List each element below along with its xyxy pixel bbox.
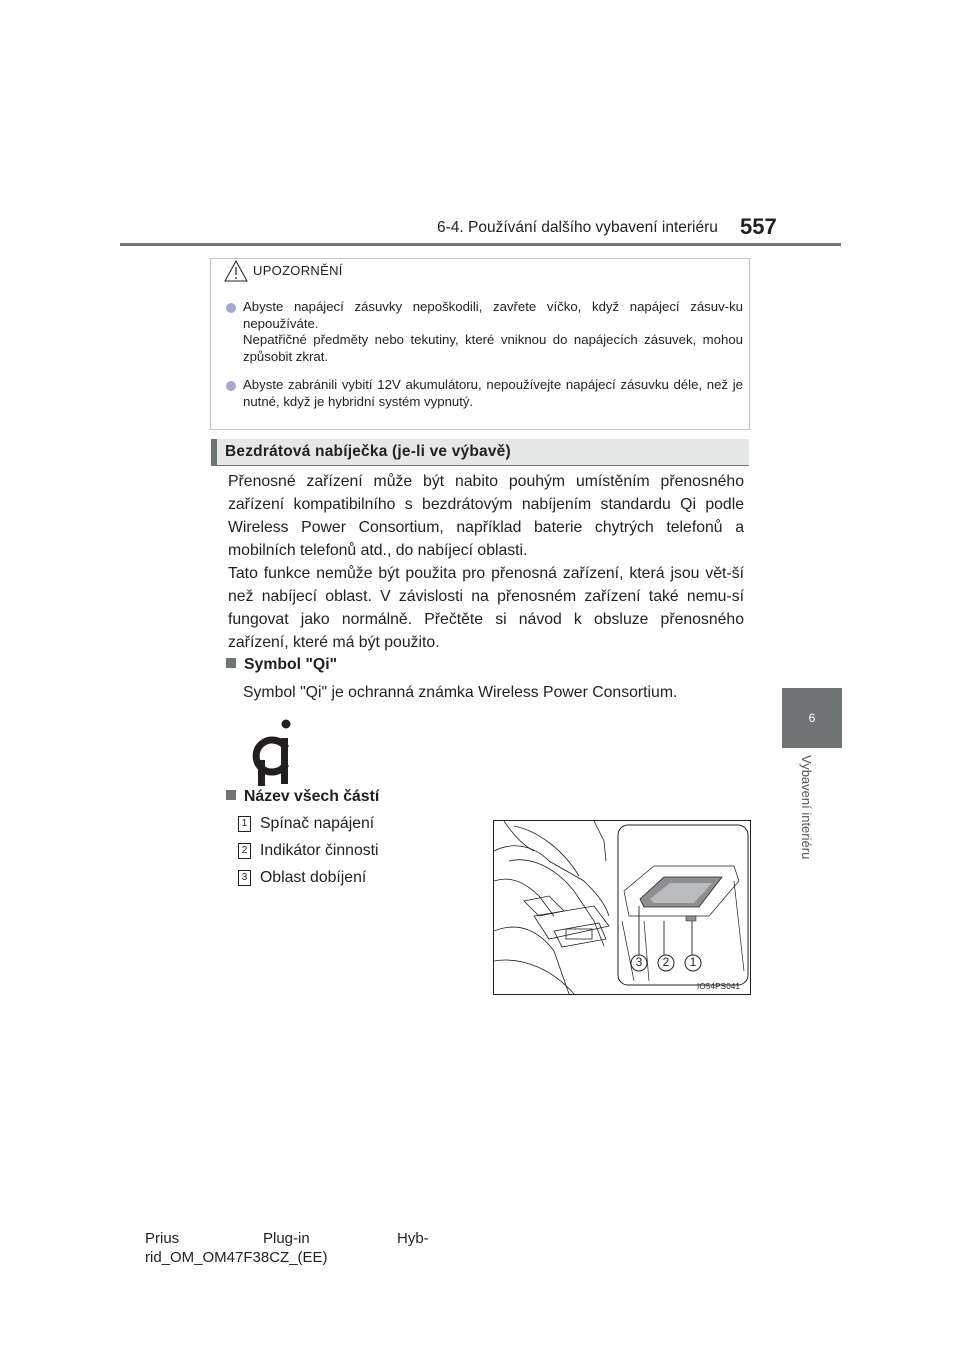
chapter-label-text: Vybavení interiéru bbox=[799, 755, 814, 860]
callout-number: 3 bbox=[635, 955, 643, 969]
section-heading-text: Bezdrátová nabíječka (je-li ve výbavě) bbox=[225, 443, 511, 460]
qi-logo-icon bbox=[248, 718, 296, 788]
callout-number: 1 bbox=[689, 955, 697, 969]
part-label: Indikátor činnosti bbox=[260, 842, 379, 859]
warning-icon bbox=[224, 260, 248, 282]
part-number: 1 bbox=[238, 816, 251, 832]
paragraph: Přenosné zařízení může být nabito pouhým umístěním přenosného zařízení kompatibilního s bezdrátovým nabíjením standardu Qi podle Wireless Power Consortium, například baterie chytrých telefonů a mobilních telefonů atd., do nabíjecí oblasti. bbox=[228, 473, 744, 559]
caution-title: UPOZORNĚNÍ bbox=[253, 263, 343, 278]
caution-item bbox=[213, 377, 743, 410]
footer-variant: Plug-in bbox=[263, 1230, 310, 1247]
bullet-icon bbox=[226, 303, 236, 313]
square-bullet-icon bbox=[226, 658, 236, 668]
subheading-symbol-text: Symbol "Qi" bbox=[244, 656, 338, 673]
square-bullet-icon bbox=[226, 790, 236, 800]
caution-item-text: Abyste zabránili vybití 12V akumulátoru, nepoužívejte napájecí zásuvku déle, než je nutné, když je hybridní systém vypnutý. bbox=[243, 377, 743, 409]
subheading-parts-text: Název všech částí bbox=[244, 788, 380, 805]
chapter-number: 6 bbox=[808, 711, 816, 725]
illustration-code: IO54PS041 bbox=[697, 982, 741, 991]
part-number: 2 bbox=[238, 843, 251, 859]
section-title: 6-4. Používání dalšího vybavení interiéru bbox=[437, 219, 718, 236]
chapter-tab bbox=[782, 688, 842, 748]
header-divider bbox=[120, 243, 841, 246]
chapter-label bbox=[800, 755, 814, 875]
footer-model: Prius bbox=[145, 1230, 180, 1247]
part-number: 3 bbox=[238, 870, 251, 886]
callout-number: 2 bbox=[662, 955, 670, 969]
console-drawing bbox=[494, 821, 750, 994]
footer bbox=[145, 1229, 445, 1267]
subheading-parts bbox=[226, 788, 379, 806]
caution-item-text: Abyste napájecí zásuvky nepoškodili, zavřete víčko, když napájecí zásuv-ku nepoužíváte. Nepatřičné předměty nebo tekutiny, které vniknou do napájecích zásuvek, mohou způsobit zkrat. bbox=[243, 299, 743, 364]
footer-hyb: Hyb- bbox=[397, 1230, 429, 1247]
charger-illustration bbox=[493, 820, 751, 995]
subheading-symbol bbox=[226, 656, 337, 674]
part-label: Spínač napájení bbox=[260, 815, 375, 832]
section-heading-bar bbox=[211, 439, 217, 466]
part-label: Oblast dobíjení bbox=[260, 869, 367, 886]
caution-item bbox=[213, 299, 743, 365]
footer-doc-code: rid_OM_OM47F38CZ_(EE) bbox=[145, 1249, 328, 1266]
symbol-description: Symbol "Qi" je ochranná známka Wireless Power Consortium. bbox=[243, 684, 678, 701]
bullet-icon bbox=[226, 381, 236, 391]
paragraph: Tato funkce nemůže být použita pro přenosná zařízení, která jsou vět-ší než nabíjecí oblast. V závislosti na přenosném zařízení také nemu-sí fungovat jako normálně. Přečtěte si návod k obsluze přenosného zařízení, které má být použito. bbox=[228, 565, 744, 651]
page-number: 557 bbox=[740, 214, 777, 239]
section-heading bbox=[211, 439, 749, 466]
